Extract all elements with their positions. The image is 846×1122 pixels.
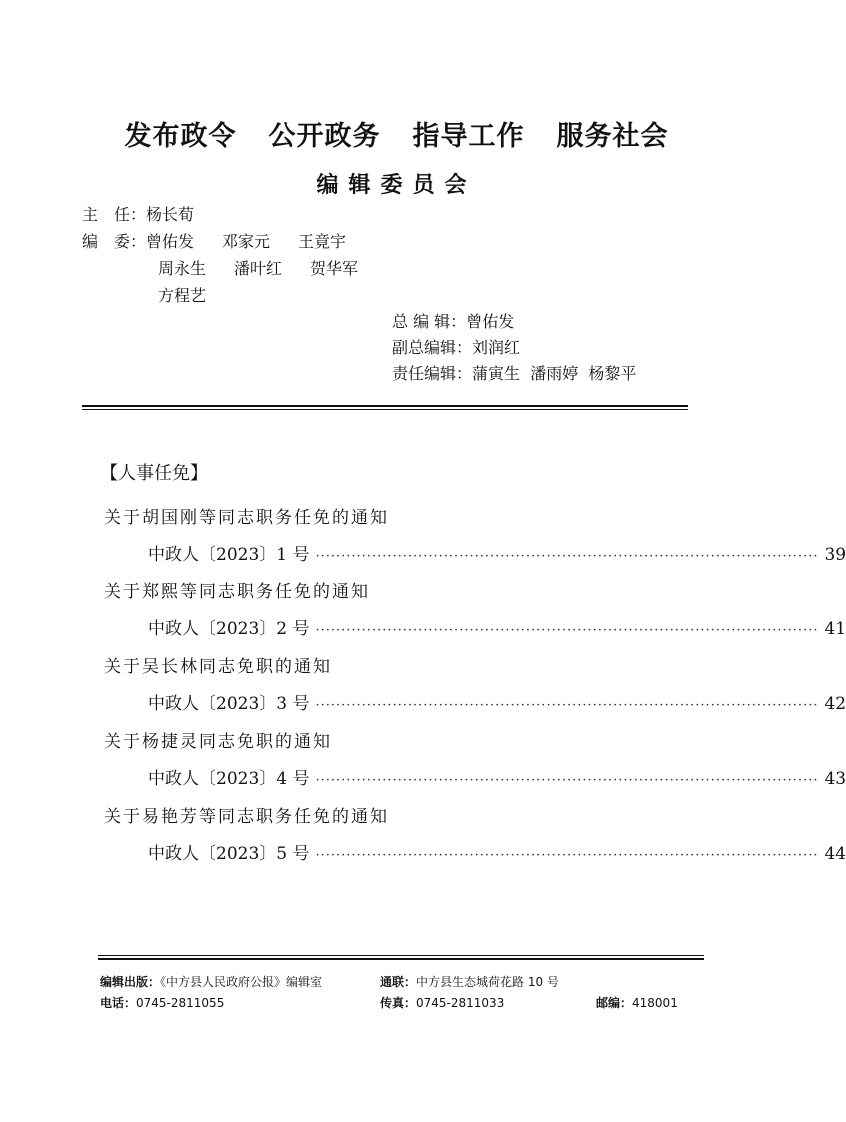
member-name: 潘叶红 <box>234 259 283 278</box>
responsible-editor-line <box>392 361 636 384</box>
publisher-value: 《中方县人民政府公报》编辑室 <box>160 975 323 989</box>
toc-entry-title[interactable]: 关于杨捷灵同志免职的通知 <box>104 732 332 752</box>
fax-label: 传真： <box>380 996 417 1010</box>
deputy-editor-label: 副总编辑： <box>392 338 473 357</box>
header-divider-top <box>82 405 688 407</box>
members-line-1 <box>82 229 374 252</box>
motto-item: 指导工作 <box>412 121 525 152</box>
chief-editor-name: 曾佑发 <box>466 312 515 331</box>
motto-item: 服务社会 <box>556 121 669 152</box>
toc-leader-dots: ·································································································· <box>315 773 819 788</box>
toc-page-number: 43 <box>824 769 846 789</box>
toc-leader-dots: ·································································································· <box>315 549 819 564</box>
director-label: 主 任： <box>82 205 147 224</box>
address-label: 通联： <box>380 975 417 989</box>
director-line <box>82 202 194 225</box>
members-line-3 <box>158 283 234 306</box>
committee-title: 编辑委员会 <box>316 172 477 198</box>
toc-doc-number: 中政人〔2023〕3 号 <box>148 694 310 714</box>
header-divider-bottom <box>82 409 688 410</box>
toc-entry-title[interactable]: 关于胡国刚等同志职务任免的通知 <box>104 508 389 528</box>
footer-divider-top <box>98 955 704 956</box>
toc-leader-dots: ·································································································· <box>315 848 819 863</box>
toc-page-number: 44 <box>824 844 846 864</box>
members-label: 编 委： <box>82 232 147 251</box>
toc-entry-docline[interactable] <box>148 614 846 639</box>
deputy-editor-name: 刘润红 <box>472 338 521 357</box>
fax-value: 0745-2811033 <box>416 996 505 1010</box>
toc-doc-number: 中政人〔2023〕1 号 <box>148 545 310 565</box>
footer-address <box>380 973 559 990</box>
phone-value: 0745-2811055 <box>136 996 225 1010</box>
chief-editor-label: 总 编 辑： <box>392 312 467 331</box>
footer-fax <box>380 994 504 1011</box>
toc-entry-title[interactable]: 关于易艳芳等同志职务任免的通知 <box>104 807 389 827</box>
toc-entry-title[interactable]: 关于郑熙等同志职务任免的通知 <box>104 582 370 602</box>
toc-entry-title[interactable]: 关于吴长林同志免职的通知 <box>104 657 332 677</box>
motto-item: 公开政务 <box>268 121 381 152</box>
member-name: 贺华军 <box>310 259 359 278</box>
footer-phone <box>100 994 224 1011</box>
toc-entry-docline[interactable] <box>148 764 846 789</box>
member-name: 曾佑发 <box>146 232 195 251</box>
members-line-2 <box>158 256 386 279</box>
director-name: 杨长荀 <box>146 205 195 224</box>
toc-leader-dots: ·································································································· <box>315 698 819 713</box>
member-name: 邓家元 <box>222 232 271 251</box>
deputy-editor-line <box>392 335 520 358</box>
phone-label: 电话： <box>100 996 137 1010</box>
postcode-label: 邮编： <box>596 996 633 1010</box>
responsible-editor-label: 责任编辑： <box>392 364 473 383</box>
chief-editor-line <box>392 309 514 332</box>
toc-doc-number: 中政人〔2023〕5 号 <box>148 844 310 864</box>
motto-item: 发布政令 <box>124 121 237 152</box>
footer-postcode <box>596 994 678 1011</box>
member-name: 周永生 <box>158 259 207 278</box>
toc-leader-dots: ·································································································· <box>315 623 819 638</box>
toc-entry-docline[interactable] <box>148 540 846 565</box>
footer-publisher <box>100 973 322 990</box>
member-name: 方程艺 <box>158 286 207 305</box>
toc-page-number: 41 <box>824 619 846 639</box>
address-value: 中方县生态城荷花路 10 号 <box>416 975 559 989</box>
toc-page-number: 42 <box>824 694 846 714</box>
postcode-value: 418001 <box>632 996 678 1010</box>
toc-entry-docline[interactable] <box>148 689 846 714</box>
member-name: 王竟宇 <box>298 232 347 251</box>
toc-entry-docline[interactable] <box>148 839 846 864</box>
header-motto <box>0 114 793 153</box>
responsible-editor-names: 蒲寅生 潘雨婷 杨黎平 <box>472 364 637 383</box>
publisher-label: 编辑出版： <box>100 975 161 989</box>
toc-doc-number: 中政人〔2023〕2 号 <box>148 619 310 639</box>
section-heading: 【人事任免】 <box>100 463 208 484</box>
toc-doc-number: 中政人〔2023〕4 号 <box>148 769 310 789</box>
footer-divider-bottom <box>98 958 704 960</box>
toc-page-number: 39 <box>824 545 846 565</box>
